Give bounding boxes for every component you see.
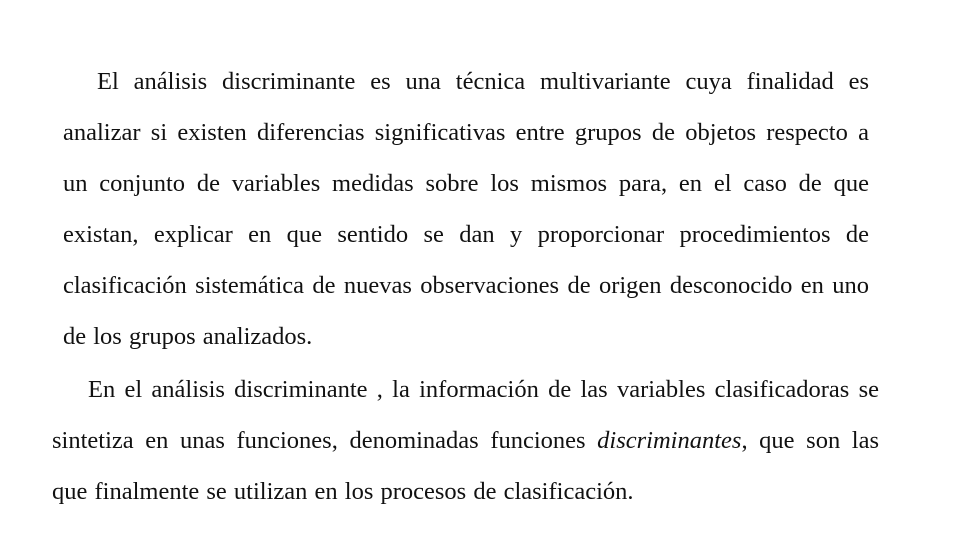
italic-term-discriminantes: discriminantes — [597, 427, 742, 454]
paragraph2-text-after: , que son las que finalmente se utilizan en los procesos de clasificación. — [52, 427, 880, 505]
paragraph-discriminant-functions — [52, 364, 879, 517]
paragraph2-text-before: En el análisis discriminante , la información de las variables clasificadoras se sintetiza en unas funciones, denominadas funciones — [52, 376, 879, 454]
paragraph-definition: El análisis discriminante es una técnica multivariante cuya finalidad es analizar si existen diferencias significativas entre grupos de objetos respecto a un conjunto de variables medidas sobre los mismos para, en el caso de que existan, explicar en que sentido se dan y proporcionar procedimientos de clasificación sistemática de nuevas observaciones de origen desconocido en uno de los grupos analizados. — [63, 68, 869, 350]
